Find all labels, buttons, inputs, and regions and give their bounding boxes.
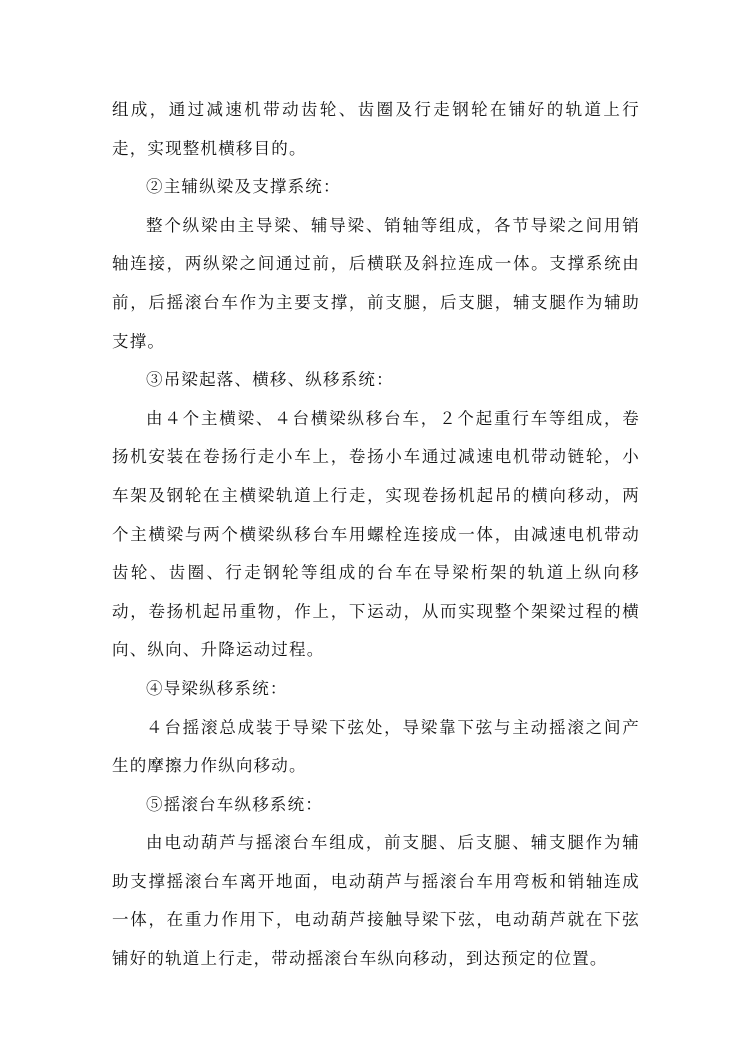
- section-heading-roller-trolley: ⑤摇滚台车纵移系统：: [146, 794, 323, 814]
- paragraph-girder-support: 整个纵梁由主导梁、辅导梁、销轴等组成，各节导梁之间用销轴连接，两纵梁之间通过前，后横联及斜拉连成一体。支撑系统由前，后摇滚台车作为主要支撑，前支腿，后支腿，辅支腿作为辅助支撑。: [112, 215, 640, 351]
- paragraph-continuation: 组成，通过减速机带动齿轮、齿圈及行走钢轮在铺好的轨道上行走，实现整机横移目的。: [112, 100, 640, 158]
- paragraph-lifting-system: 由４个主横梁、４台横梁纵移台车，２个起重行车等组成，卷扬机安装在卷扬行走小车上，卷扬小车通过减速电机带动链轮，小车架及钢轮在主横梁轨道上行走，实现卷扬机起吊的横向移动，两个主横梁与两个横梁纵移台车用螺栓连接成一体，由减速电机带动齿轮、齿圈、行走钢轮等组成的台车在导梁桁架的轨道上纵向移动，卷扬机起吊重物，作上，下运动，从而实现整个架梁过程的横向、纵向、升降运动过程。: [112, 408, 640, 660]
- document-body: [112, 91, 640, 979]
- paragraph-guide-girder: ４台摇滚总成装于导梁下弦处，导梁靠下弦与主动摇滚之间产生的摩擦力作纵向移动。: [112, 717, 640, 776]
- paragraph-roller-trolley: 由电动葫芦与摇滚台车组成，前支腿、后支腿、辅支腿作为辅助支撑摇滚台车离开地面，电动葫芦与摇滚台车用弯板和销轴连成一体，在重力作用下，电动葫芦接触导梁下弦，电动葫芦就在下弦铺好的轨道上行走，带动摇滚台车纵向移动，到达预定的位置。: [112, 833, 640, 969]
- section-heading-lifting-system: ③吊梁起落、横移、纵移系统：: [146, 370, 394, 390]
- section-heading-guide-girder: ④导梁纵移系统：: [146, 678, 288, 698]
- section-heading-main-aux-girder: ②主辅纵梁及支撑系统：: [146, 177, 341, 197]
